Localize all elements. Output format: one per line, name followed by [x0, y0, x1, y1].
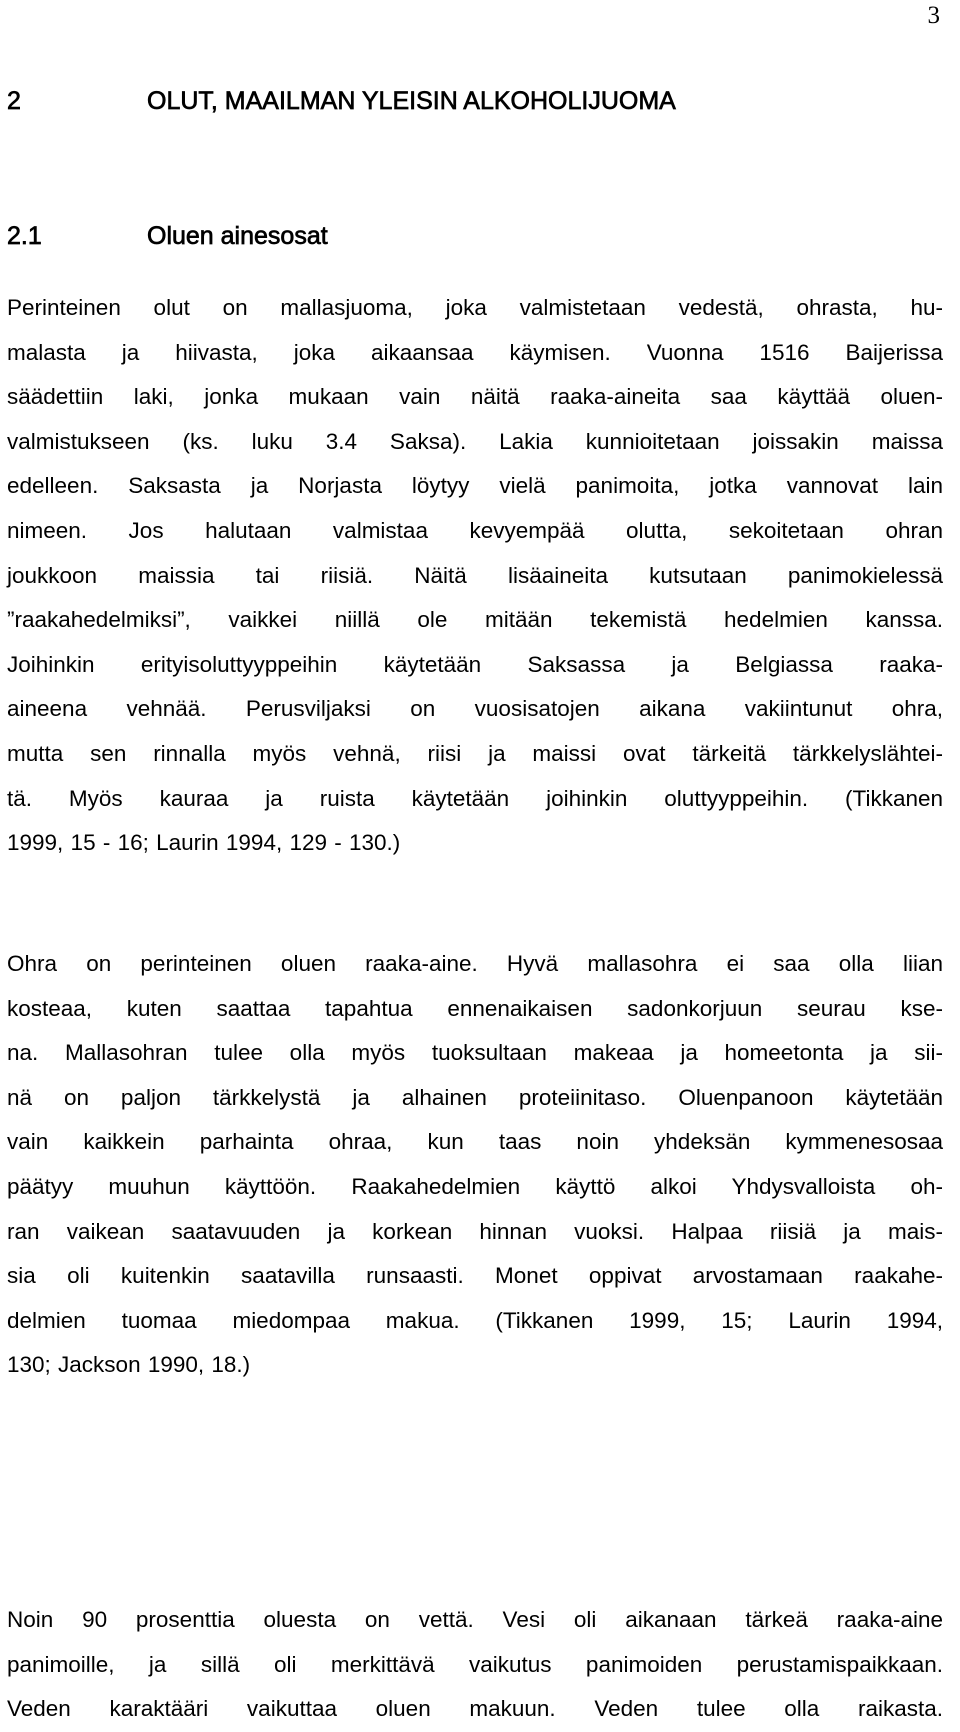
chapter-number: 2: [7, 87, 21, 115]
paragraph-ingredients: [7, 286, 943, 866]
chapter-title: OLUT, MAAILMAN YLEISIN ALKOHOLIJUOMA: [147, 87, 676, 115]
text-line: päätyy muuhun käyttöön. Raakahedelmien käyttö alkoi Yhdysvalloista oh-: [7, 1173, 943, 1199]
text-line: panimoille, ja sillä oli merkittävä vaikutus panimoiden perustamispaikkaan.: [7, 1651, 943, 1677]
text-line: edelleen. Saksasta ja Norjasta löytyy vielä panimoita, jotka vannovat lain: [7, 473, 943, 499]
section-heading: [7, 222, 328, 251]
text-line: delmien tuomaa miedompaa makua. (Tikkanen 1999, 15; Laurin 1994,: [7, 1307, 943, 1333]
text-line: Perinteinen olut on mallasjuoma, joka valmistetaan vedestä, ohrasta, hu-: [7, 295, 943, 320]
text-line: valmistukseen (ks. luku 3.4 Saksa). Lakia kunnioitetaan joissakin maissa: [7, 428, 943, 454]
paragraph-barley: [7, 942, 943, 1388]
text-line: mutta sen rinnalla myös vehnä, riisi ja maissi ovat tärkeitä tärkkelyslähtei-: [7, 740, 943, 766]
page-number: 3: [927, 2, 940, 29]
text-line: 130; Jackson 1990, 18.): [7, 1352, 251, 1378]
text-line: nimeen. Jos halutaan valmistaa kevyempää olutta, sekoitetaan ohran: [7, 517, 943, 543]
text-line: ”raakahedelmiksi”, vaikkei niillä ole mitään tekemistä hedelmien kanssa.: [7, 607, 943, 633]
text-line: nä on paljon tärkkelystä ja alhainen proteiinitaso. Oluenpanoon käytetään: [7, 1084, 943, 1110]
text-line: säädettiin laki, jonka mukaan vain näitä raaka-aineita saa käyttää oluen-: [7, 384, 943, 410]
chapter-heading: [7, 87, 676, 116]
text-line: Veden karaktääri vaikuttaa oluen makuun. Veden tulee olla raikasta.: [7, 1696, 943, 1722]
text-line: joukkoon maissia tai riisiä. Näitä lisäaineita kutsutaan panimokielessä: [7, 562, 943, 588]
text-line: 1999, 15 - 16; Laurin 1994, 129 - 130.): [7, 830, 401, 856]
text-line: Noin 90 prosenttia oluesta on vettä. Vesi oli aikanaan tärkeä raaka-aine: [7, 1607, 943, 1632]
text-line: vain kaikkein parhainta ohraa, kun taas noin yhdeksän kymmenesosaa: [7, 1129, 943, 1155]
text-line: malasta ja hiivasta, joka aikaansaa käymisen. Vuonna 1516 Baijerissa: [7, 339, 943, 365]
text-line: aineena vehnää. Perusviljaksi on vuosisatojen aikana vakiintunut ohra,: [7, 696, 943, 722]
text-line: ran vaikean saatavuuden ja korkean hinnan vuoksi. Halpaa riisiä ja mais-: [7, 1218, 943, 1244]
text-line: sia oli kuitenkin saatavilla runsaasti. Monet oppivat arvostamaan raakahe-: [7, 1263, 943, 1289]
text-line: kosteaa, kuten saattaa tapahtua ennenaikaisen sadonkorjuun seurau kse-: [7, 995, 943, 1021]
text-line: Ohra on perinteinen oluen raaka-aine. Hyvä mallasohra ei saa olla liian: [7, 951, 943, 976]
text-line: Joihinkin erityisoluttyyppeihin käytetään Saksassa ja Belgiassa raaka-: [7, 651, 943, 677]
paragraph-water: [7, 1598, 943, 1732]
section-number: 2.1: [7, 222, 42, 250]
text-line: na. Mallasohran tulee olla myös tuoksultaan makeaa ja homeetonta ja sii-: [7, 1040, 943, 1066]
text-line: tä. Myös kauraa ja ruista käytetään joihinkin oluttyyppeihin. (Tikkanen: [7, 785, 943, 811]
section-title: Oluen ainesosat: [147, 222, 328, 250]
